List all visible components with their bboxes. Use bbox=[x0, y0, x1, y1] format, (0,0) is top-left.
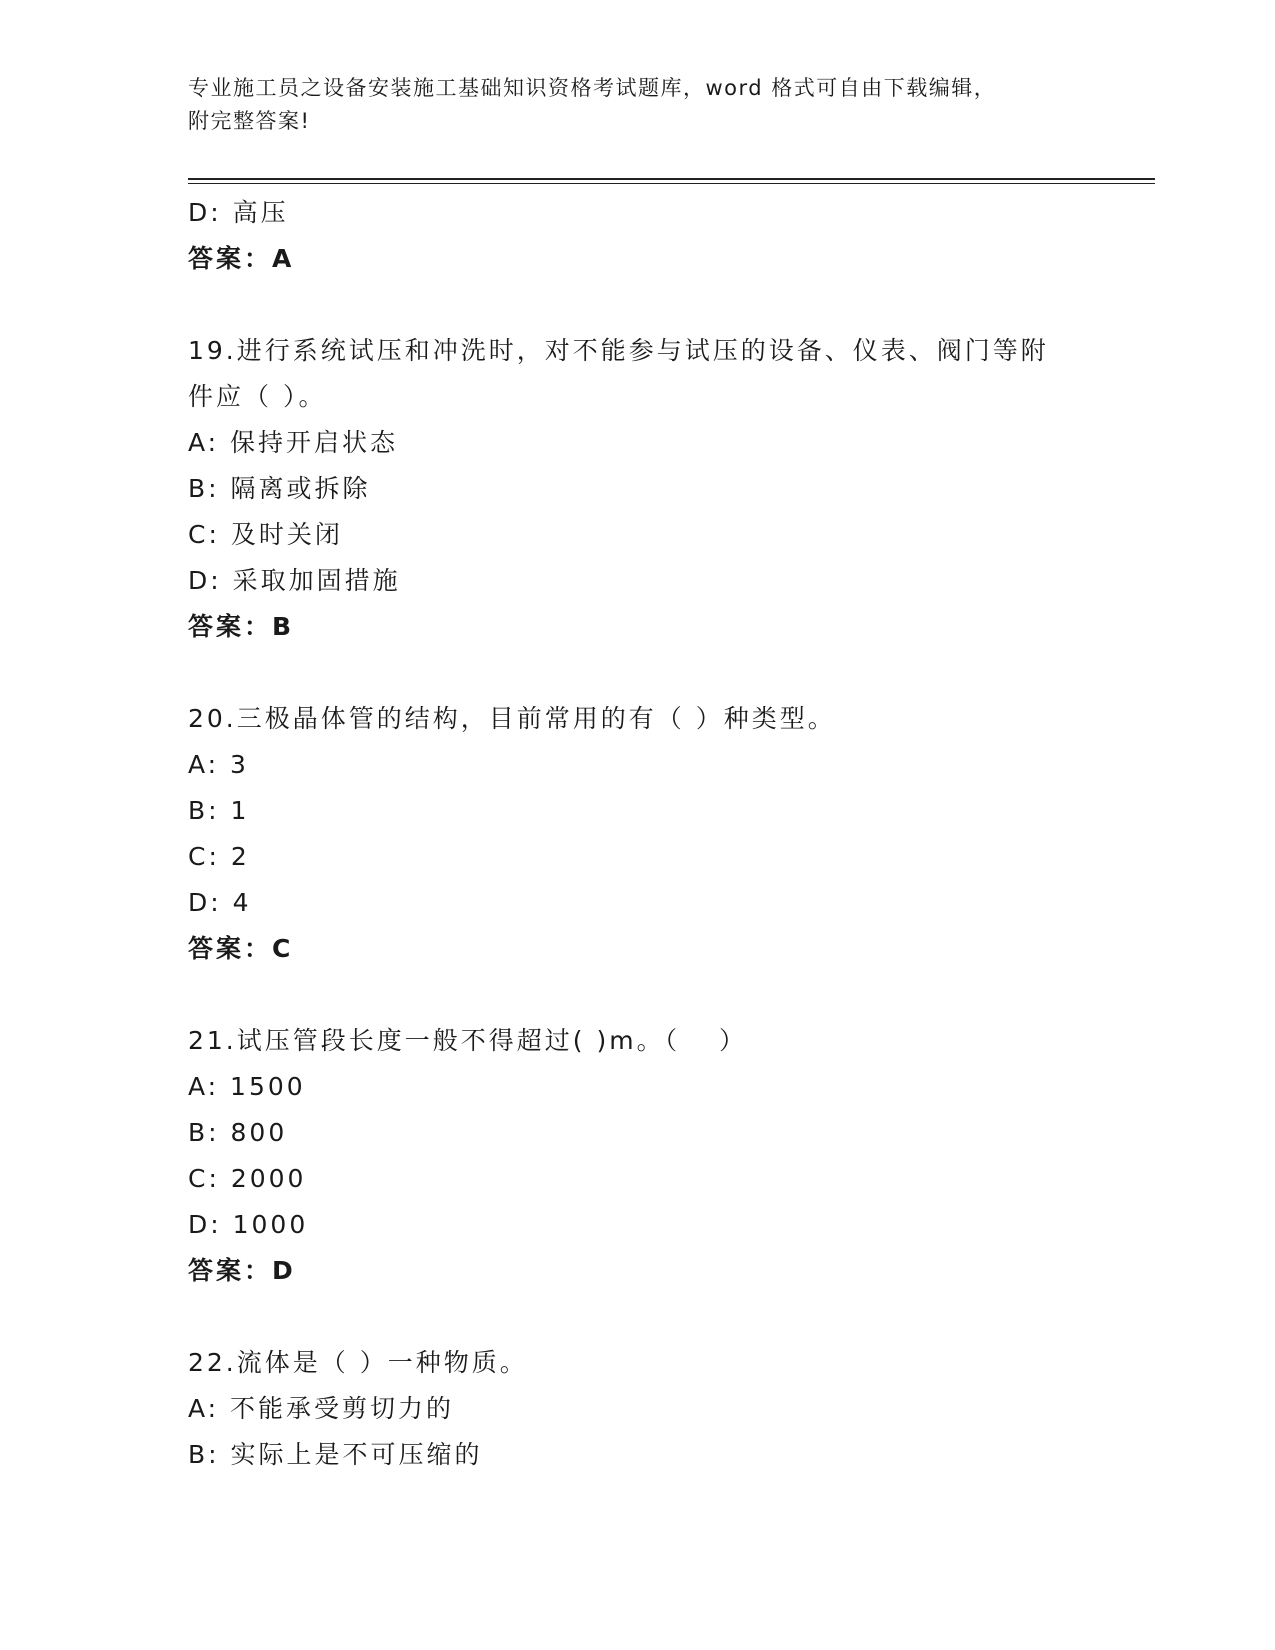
answer-line: 答案：A bbox=[188, 244, 295, 273]
option-b: B: 隔离或拆除 bbox=[188, 474, 371, 503]
question-stem: 20.三极晶体管的结构，目前常用的有（ ）种类型。 bbox=[188, 704, 836, 733]
spacer bbox=[188, 972, 1108, 1018]
question-stem: 21.试压管段长度一般不得超过( )m。（ ） bbox=[188, 1026, 748, 1055]
question-19 bbox=[188, 328, 1108, 650]
option-a: A: 不能承受剪切力的 bbox=[188, 1394, 455, 1423]
question-stem-continued: 件应（ ）。 bbox=[188, 382, 327, 411]
option-d: D: 采取加固措施 bbox=[188, 566, 401, 595]
option-c: C: 及时关闭 bbox=[188, 520, 343, 549]
answer-line: 答案：C bbox=[188, 934, 294, 963]
option-a: A: 保持开启状态 bbox=[188, 428, 399, 457]
spacer bbox=[188, 650, 1108, 696]
question-21 bbox=[188, 1018, 1108, 1294]
page-header bbox=[188, 72, 1088, 138]
header-line-2: 附完整答案! bbox=[188, 109, 311, 133]
option-d: D: 1000 bbox=[188, 1210, 309, 1239]
option-b: B: 800 bbox=[188, 1118, 288, 1147]
question-stem: 22.流体是（ ）一种物质。 bbox=[188, 1348, 528, 1377]
option-a: A: 1500 bbox=[188, 1072, 306, 1101]
question-stem: 19.进行系统试压和冲洗时，对不能参与试压的设备、仪表、阀门等附 bbox=[188, 336, 1049, 365]
header-rule-thick bbox=[188, 178, 1155, 180]
answer-line: 答案：B bbox=[188, 612, 295, 641]
option-a: A: 3 bbox=[188, 750, 249, 779]
header-rule-thin bbox=[188, 183, 1155, 184]
spacer bbox=[188, 282, 1108, 328]
answer-line: 答案：D bbox=[188, 1256, 296, 1285]
question-22 bbox=[188, 1340, 1108, 1478]
option-b: B: 实际上是不可压缩的 bbox=[188, 1440, 483, 1469]
option-c: C: 2000 bbox=[188, 1164, 307, 1193]
option-d: D: 4 bbox=[188, 888, 252, 917]
option-d: D: 高压 bbox=[188, 198, 289, 227]
option-c: C: 2 bbox=[188, 842, 250, 871]
option-b: B: 1 bbox=[188, 796, 250, 825]
spacer bbox=[188, 1294, 1108, 1340]
question-content bbox=[188, 190, 1108, 1478]
header-line-1: 专业施工员之设备安装施工基础知识资格考试题库，word 格式可自由下载编辑， bbox=[188, 76, 997, 100]
question-20 bbox=[188, 696, 1108, 972]
